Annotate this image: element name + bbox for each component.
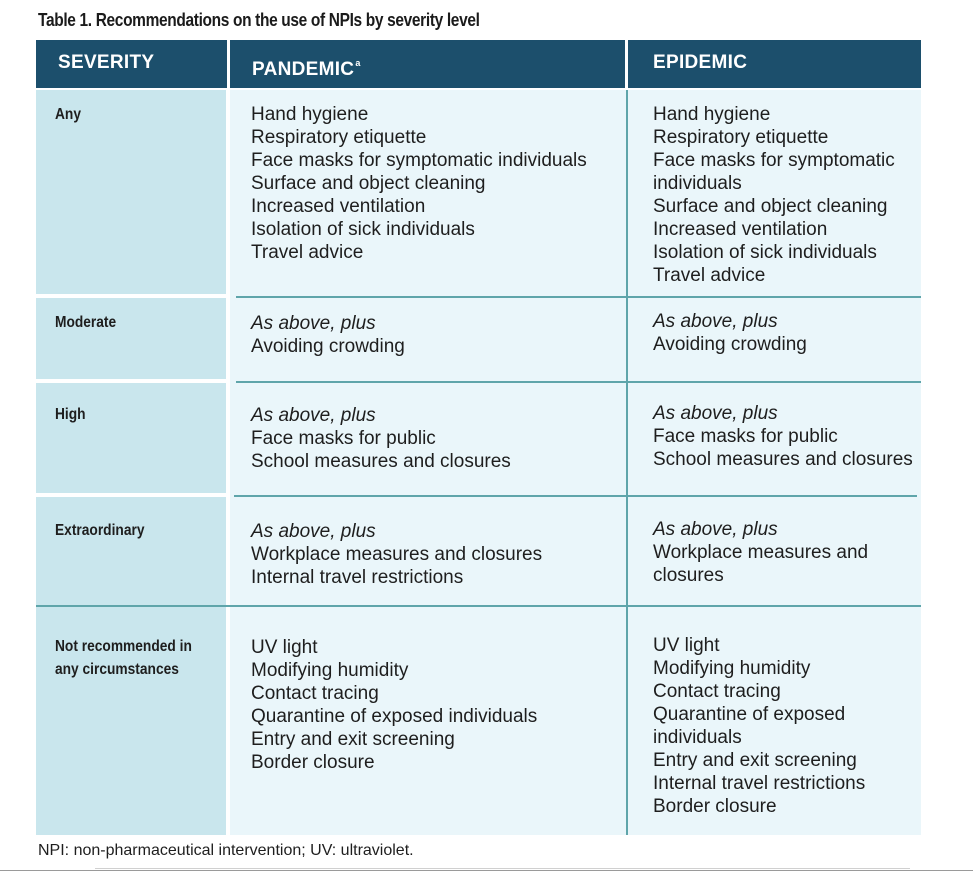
pandemic-high-cell: [251, 404, 511, 473]
header-divider: [625, 40, 628, 88]
list-item: Avoiding crowding: [653, 334, 807, 355]
list-item: Modifying humidity: [251, 660, 409, 681]
header-pandemic-footnote-marker: a: [355, 58, 361, 68]
epidemic-high-cell: [653, 402, 913, 471]
as-above-plus: As above, plus: [653, 403, 778, 424]
list-item: Border closure: [251, 752, 375, 773]
list-item: UV light: [251, 637, 318, 658]
severity-high: High: [55, 406, 86, 423]
table-title: Table 1. Recommendations on the use of NPIs by severity level: [38, 10, 480, 30]
list-item: Contact tracing: [251, 683, 379, 704]
epidemic-extraordinary-cell: [653, 518, 868, 587]
severity-column-bg: [36, 90, 226, 835]
list-item: Increased ventilation: [653, 219, 828, 240]
table-header: [36, 40, 921, 88]
list-item: School measures and closures: [251, 451, 511, 472]
list-item: Face masks for symptomatic individuals: [251, 150, 587, 171]
as-above-plus: As above, plus: [251, 313, 376, 334]
severity-extraordinary: Extraordinary: [55, 522, 145, 539]
list-item: Quarantine of exposed individuals: [251, 706, 538, 727]
row-divider: [36, 605, 921, 607]
as-above-plus: As above, plus: [251, 405, 376, 426]
bottom-rule: [95, 868, 910, 869]
pandemic-not-recommended-cell: [251, 636, 537, 774]
list-item: Isolation of sick individuals: [251, 219, 475, 240]
header-pandemic-label: PANDEMIC: [252, 59, 355, 80]
list-item: Face masks for public: [653, 426, 838, 447]
table-footnote: NPI: non-pharmaceutical intervention; UV: ultraviolet.: [38, 842, 414, 859]
column-divider: [626, 90, 628, 835]
as-above-plus: As above, plus: [251, 521, 376, 542]
pandemic-extraordinary-cell: [251, 520, 542, 589]
bottom-rule: [0, 870, 973, 871]
row-divider: [36, 493, 226, 497]
list-item: Increased ventilation: [251, 196, 426, 217]
pandemic-moderate-cell: [251, 312, 405, 358]
as-above-plus: As above, plus: [653, 519, 778, 540]
list-item: Travel advice: [653, 265, 766, 286]
list-item: closures: [653, 565, 724, 586]
list-item: Modifying humidity: [653, 658, 811, 679]
severity-not-recommended: [55, 635, 192, 681]
list-item: Surface and object cleaning: [251, 173, 486, 194]
list-item: Face masks for public: [251, 428, 436, 449]
severity-any: Any: [55, 106, 82, 123]
list-item: School measures and closures: [653, 449, 913, 470]
list-item: Border closure: [653, 796, 777, 817]
list-item: Workplace measures and closures: [251, 544, 543, 565]
row-divider: [236, 296, 921, 298]
list-item: Contact tracing: [653, 681, 781, 702]
list-item: Surface and object cleaning: [653, 196, 888, 217]
list-item: Entry and exit screening: [653, 750, 857, 771]
pandemic-any-cell: [251, 103, 587, 264]
header-pandemic: [252, 40, 361, 88]
npi-recommendations-table: [36, 40, 921, 835]
row-divider: [234, 495, 917, 497]
list-item: UV light: [653, 635, 720, 656]
list-item: Avoiding crowding: [251, 336, 405, 357]
list-item: Isolation of sick individuals: [653, 242, 877, 263]
list-item: Face masks for symptomatic: [653, 150, 895, 171]
epidemic-moderate-cell: [653, 310, 807, 356]
list-item: Quarantine of exposed: [653, 704, 846, 725]
row-divider: [36, 294, 226, 298]
header-severity: SEVERITY: [58, 52, 155, 73]
list-item: Respiratory etiquette: [251, 127, 427, 148]
header-divider: [227, 40, 230, 88]
severity-moderate: Moderate: [55, 314, 117, 331]
list-item: Internal travel restrictions: [251, 567, 464, 588]
epidemic-any-cell: [653, 103, 895, 287]
row-divider: [236, 381, 921, 383]
list-item: Travel advice: [251, 242, 364, 263]
list-item: Entry and exit screening: [251, 729, 455, 750]
severity-label-line: any circumstances: [55, 661, 179, 678]
list-item: Workplace measures and: [653, 542, 869, 563]
epidemic-not-recommended-cell: [653, 634, 865, 818]
row-divider: [36, 379, 226, 383]
severity-label-line: Not recommended in: [55, 638, 192, 655]
list-item: Hand hygiene: [251, 104, 369, 125]
list-item: individuals: [653, 173, 742, 194]
list-item: Respiratory etiquette: [653, 127, 829, 148]
list-item: Hand hygiene: [653, 104, 771, 125]
list-item: Internal travel restrictions: [653, 773, 866, 794]
header-epidemic: EPIDEMIC: [653, 52, 748, 73]
as-above-plus: As above, plus: [653, 311, 778, 332]
list-item: individuals: [653, 727, 742, 748]
